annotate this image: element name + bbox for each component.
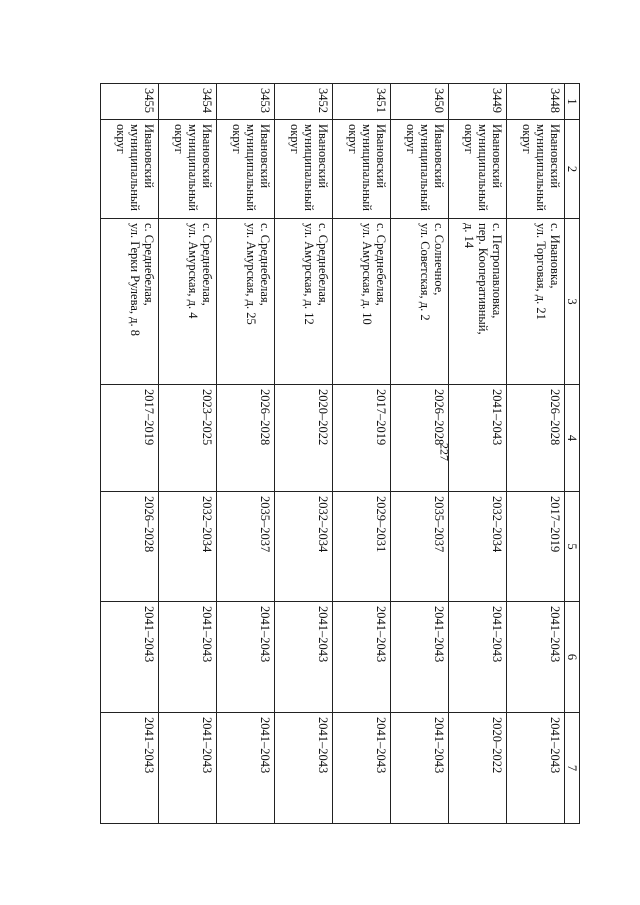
period-col5-cell: 2035–2037 bbox=[217, 492, 275, 602]
column-header: 1 bbox=[565, 84, 580, 120]
column-header: 6 bbox=[565, 602, 580, 713]
period-col4-cell: 2026–2028 bbox=[507, 385, 565, 492]
period-col4-cell: 2017–2019 bbox=[333, 385, 391, 492]
period-col4-cell: 2041–2043 bbox=[449, 385, 507, 492]
period-col4-cell: 2020–2022 bbox=[275, 385, 333, 492]
period-col7-cell: 2041–2043 bbox=[275, 713, 333, 824]
row-number-cell: 3455 bbox=[101, 84, 159, 120]
column-header: 7 bbox=[565, 713, 580, 824]
table-row bbox=[275, 84, 333, 824]
period-col4-cell: 2017–2019 bbox=[101, 385, 159, 492]
address-cell: с. Среднебелая, ул. Амурская, д. 25 bbox=[217, 219, 275, 385]
period-col6-cell: 2041–2043 bbox=[159, 602, 217, 713]
period-col7-cell: 2041–2043 bbox=[159, 713, 217, 824]
district-cell: Ивановский муниципальный округ bbox=[391, 120, 449, 219]
period-col6-cell: 2041–2043 bbox=[391, 602, 449, 713]
period-col7-cell: 2041–2043 bbox=[333, 713, 391, 824]
row-number-cell: 3454 bbox=[159, 84, 217, 120]
period-col5-cell: 2017–2019 bbox=[507, 492, 565, 602]
period-col7-cell: 2020–2022 bbox=[449, 713, 507, 824]
period-col5-cell: 2026–2028 bbox=[101, 492, 159, 602]
district-cell: Ивановский муниципальный округ bbox=[449, 120, 507, 219]
register-table bbox=[100, 83, 580, 824]
period-col6-cell: 2041–2043 bbox=[217, 602, 275, 713]
period-col7-cell: 2041–2043 bbox=[101, 713, 159, 824]
address-cell: с. Среднебелая, ул. Герки Рулева, д. 8 bbox=[101, 219, 159, 385]
period-col7-cell: 2041–2043 bbox=[217, 713, 275, 824]
address-cell: с. Среднебелая, ул. Амурская, д. 12 bbox=[275, 219, 333, 385]
period-col5-cell: 2035–2037 bbox=[391, 492, 449, 602]
period-col6-cell: 2041–2043 bbox=[507, 602, 565, 713]
column-header: 3 bbox=[565, 219, 580, 385]
table-row bbox=[449, 84, 507, 824]
table-row bbox=[391, 84, 449, 824]
address-cell: с. Ивановка, ул. Торговая, д. 21 bbox=[507, 219, 565, 385]
row-number-cell: 3453 bbox=[217, 84, 275, 120]
column-header: 2 bbox=[565, 120, 580, 219]
table-header-row bbox=[565, 84, 580, 824]
district-cell: Ивановский муниципальный округ bbox=[507, 120, 565, 219]
period-col5-cell: 2032–2034 bbox=[159, 492, 217, 602]
period-col4-cell: 2026–2028 bbox=[217, 385, 275, 492]
table-row bbox=[159, 84, 217, 824]
row-number-cell: 3451 bbox=[333, 84, 391, 120]
period-col6-cell: 2041–2043 bbox=[275, 602, 333, 713]
address-cell: с. Среднебелая, ул. Амурская, д. 4 bbox=[159, 219, 217, 385]
address-cell: с. Петропавловка, пер. Кооперативный, д. 14 bbox=[449, 219, 507, 385]
address-cell: с. Среднебелая, ул. Амурская, д. 10 bbox=[333, 219, 391, 385]
district-cell: Ивановский муниципальный округ bbox=[333, 120, 391, 219]
column-header: 4 bbox=[565, 385, 580, 492]
period-col4-cell: 2023–2025 bbox=[159, 385, 217, 492]
period-col6-cell: 2041–2043 bbox=[333, 602, 391, 713]
table-row bbox=[217, 84, 275, 824]
period-col6-cell: 2041–2043 bbox=[449, 602, 507, 713]
period-col5-cell: 2032–2034 bbox=[275, 492, 333, 602]
address-cell: с. Солнечное, ул. Советская, д. 2 bbox=[391, 219, 449, 385]
period-col5-cell: 2029–2031 bbox=[333, 492, 391, 602]
period-col6-cell: 2041–2043 bbox=[101, 602, 159, 713]
rotated-table-wrapper bbox=[100, 83, 580, 823]
district-cell: Ивановский муниципальный округ bbox=[217, 120, 275, 219]
district-cell: Ивановский муниципальный округ bbox=[101, 120, 159, 219]
page-number: 227 bbox=[437, 443, 452, 461]
row-number-cell: 3452 bbox=[275, 84, 333, 120]
period-col7-cell: 2041–2043 bbox=[391, 713, 449, 824]
row-number-cell: 3450 bbox=[391, 84, 449, 120]
district-cell: Ивановский муниципальный округ bbox=[275, 120, 333, 219]
table-row bbox=[333, 84, 391, 824]
table-row bbox=[507, 84, 565, 824]
district-cell: Ивановский муниципальный округ bbox=[159, 120, 217, 219]
period-col4-cell: 2026–2028 bbox=[391, 385, 449, 492]
column-header: 5 bbox=[565, 492, 580, 602]
period-col5-cell: 2032–2034 bbox=[449, 492, 507, 602]
table-row bbox=[101, 84, 159, 824]
period-col7-cell: 2041–2043 bbox=[507, 713, 565, 824]
row-number-cell: 3449 bbox=[449, 84, 507, 120]
row-number-cell: 3448 bbox=[507, 84, 565, 120]
table-body bbox=[101, 84, 580, 824]
